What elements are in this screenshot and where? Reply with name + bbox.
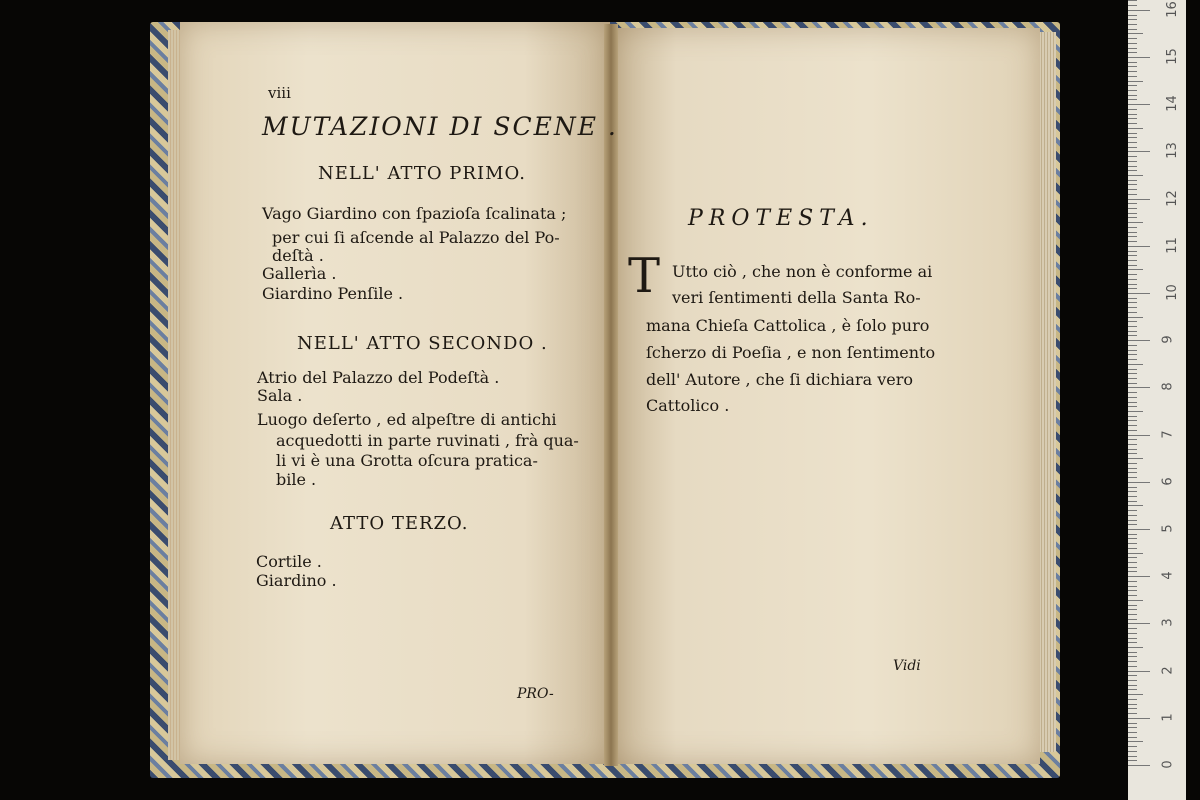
- ruler-tick: [1128, 203, 1137, 204]
- ruler-label: 13: [1164, 142, 1180, 160]
- ruler-label: 6: [1160, 477, 1176, 486]
- body-line: mana Chieſa Cattolica , è ſolo puro: [646, 316, 930, 335]
- ruler-tick: [1128, 529, 1150, 530]
- ruler-label: 14: [1164, 95, 1180, 112]
- ruler-tick: [1128, 397, 1137, 398]
- ruler-tick: [1128, 708, 1137, 709]
- ruler-tick: [1128, 638, 1137, 639]
- ruler-tick: [1128, 765, 1150, 766]
- page-number: viii: [268, 84, 291, 102]
- ruler-tick: [1128, 24, 1137, 25]
- ruler-tick: [1128, 71, 1137, 72]
- ruler-tick: [1128, 66, 1137, 67]
- ruler-tick: [1128, 760, 1137, 761]
- ruler-tick: [1128, 189, 1137, 190]
- ruler-tick: [1128, 128, 1143, 129]
- ruler-tick: [1128, 666, 1137, 667]
- ruler-tick: [1128, 737, 1137, 738]
- ruler-tick: [1128, 208, 1137, 209]
- ruler-label: 1: [1160, 713, 1176, 722]
- ruler-tick: [1128, 340, 1150, 341]
- ruler-tick: [1128, 114, 1137, 115]
- ruler-tick: [1128, 175, 1143, 176]
- scene-line: Luogo deſerto , ed alpeſtre di antichi: [257, 410, 557, 429]
- ruler-tick: [1128, 501, 1137, 502]
- ruler-tick: [1128, 425, 1137, 426]
- catchword-right: Vidi: [893, 658, 921, 674]
- ruler-tick: [1128, 586, 1137, 587]
- ruler-tick: [1128, 109, 1137, 110]
- ruler-tick: [1128, 85, 1137, 86]
- ruler-tick: [1128, 482, 1150, 483]
- ruler-tick: [1128, 123, 1137, 124]
- ruler-label: 2: [1160, 665, 1176, 675]
- ruler-tick: [1128, 269, 1143, 270]
- scene-line: bile .: [276, 470, 317, 489]
- ruler-tick: [1128, 57, 1150, 58]
- ruler-tick: [1128, 477, 1137, 478]
- ruler-tick: [1128, 170, 1137, 171]
- ruler-tick: [1128, 444, 1137, 445]
- ruler-tick: [1128, 345, 1137, 346]
- ruler-tick: [1128, 199, 1150, 200]
- ruler-tick: [1128, 675, 1137, 676]
- ruler-tick: [1128, 557, 1137, 558]
- ruler-tick: [1128, 194, 1137, 195]
- ruler-tick: [1128, 95, 1137, 96]
- ruler-tick: [1128, 0, 1137, 1]
- ruler-tick: [1128, 420, 1137, 421]
- ruler-tick: [1128, 656, 1137, 657]
- ruler-tick: [1128, 520, 1137, 521]
- ruler-tick: [1128, 689, 1137, 690]
- ruler-tick: [1128, 350, 1137, 351]
- scene-line: acquedotti in parte ruvinati , frà qua-: [276, 431, 579, 450]
- ruler-tick: [1128, 369, 1137, 370]
- ruler-label: 15: [1164, 48, 1180, 65]
- ruler-tick: [1128, 732, 1137, 733]
- ruler-tick: [1128, 156, 1137, 157]
- ruler-tick: [1128, 43, 1137, 44]
- ruler-tick: [1128, 48, 1137, 49]
- ruler-tick: [1128, 576, 1150, 577]
- ruler-tick: [1128, 288, 1137, 289]
- ruler-tick: [1128, 619, 1137, 620]
- ruler-tick: [1128, 279, 1137, 280]
- ruler-label: 10: [1164, 284, 1180, 301]
- ruler-tick: [1128, 642, 1137, 643]
- ruler-tick: [1128, 383, 1137, 384]
- scene-line: per cui ſi aſcende al Palazzo del Po-: [272, 228, 560, 247]
- ruler-tick: [1128, 661, 1137, 662]
- ruler-tick: [1128, 236, 1137, 237]
- ruler-tick: [1128, 411, 1143, 412]
- ruler-tick: [1128, 458, 1143, 459]
- ruler-tick: [1128, 756, 1137, 757]
- ruler-label: 3: [1160, 618, 1176, 628]
- ruler-tick: [1128, 435, 1150, 436]
- ruler-tick: [1128, 260, 1137, 261]
- ruler-tick: [1128, 694, 1143, 695]
- ruler-tick: [1128, 331, 1137, 332]
- ruler-tick: [1128, 302, 1137, 303]
- ruler-tick: [1128, 142, 1137, 143]
- body-line: Utto ciò , che non è conforme ai: [672, 262, 933, 281]
- ruler-tick: [1128, 265, 1137, 266]
- ruler-tick: [1128, 321, 1137, 322]
- ruler-tick: [1128, 548, 1137, 549]
- ruler-tick: [1128, 562, 1137, 563]
- ruler-tick: [1128, 180, 1137, 181]
- ruler-label: 5: [1160, 524, 1176, 533]
- ruler-tick: [1128, 647, 1143, 648]
- ruler-tick: [1128, 439, 1137, 440]
- ruler-label: 16: [1164, 1, 1180, 18]
- ruler-tick: [1128, 298, 1137, 299]
- ruler-tick: [1128, 392, 1137, 393]
- ruler-tick: [1128, 62, 1137, 63]
- ruler-tick: [1128, 713, 1137, 714]
- ruler-tick: [1128, 605, 1137, 606]
- scene-line: deſtà .: [272, 246, 324, 265]
- ruler-tick: [1128, 463, 1137, 464]
- body-line: Cattolico .: [646, 396, 730, 415]
- ruler-tick: [1128, 246, 1150, 247]
- ruler-tick: [1128, 213, 1137, 214]
- ruler-tick: [1128, 241, 1137, 242]
- ruler-tick: [1128, 652, 1137, 653]
- ruler-tick: [1128, 538, 1137, 539]
- ruler-tick: [1128, 52, 1137, 53]
- ruler-tick: [1128, 468, 1137, 469]
- ruler-tick: [1128, 217, 1137, 218]
- ruler-tick: [1128, 274, 1137, 275]
- measuring-ruler: [1128, 0, 1186, 800]
- ruler-tick: [1128, 671, 1150, 672]
- ruler-tick: [1128, 510, 1137, 511]
- ruler-tick: [1128, 487, 1137, 488]
- body-line: veri ſentimenti della Santa Ro-: [672, 288, 921, 307]
- ruler-tick: [1128, 699, 1137, 700]
- ruler-tick: [1128, 307, 1137, 308]
- act-one-title: NELL' ATTO PRIMO.: [318, 163, 526, 184]
- ruler-tick: [1128, 161, 1137, 162]
- left-page-heading: MUTAZIONI DI SCENE .: [262, 112, 618, 141]
- ruler-label: 12: [1164, 189, 1180, 207]
- ruler-tick: [1128, 387, 1150, 388]
- ruler-tick: [1128, 746, 1137, 747]
- ruler-tick: [1128, 449, 1137, 450]
- ruler-tick: [1128, 680, 1137, 681]
- scene-line: Vago Giardino con ſpazioſa ſcalinata ;: [262, 204, 567, 223]
- ruler-tick: [1128, 118, 1137, 119]
- ruler-tick: [1128, 718, 1150, 719]
- ruler-tick: [1128, 543, 1137, 544]
- ruler-tick: [1128, 727, 1137, 728]
- ruler-tick: [1128, 406, 1137, 407]
- ruler-tick: [1128, 222, 1143, 223]
- ruler-tick: [1128, 255, 1137, 256]
- ruler-tick: [1128, 166, 1137, 167]
- ruler-tick: [1128, 496, 1137, 497]
- ruler-tick: [1128, 312, 1137, 313]
- ruler-tick: [1128, 614, 1137, 615]
- ruler-tick: [1128, 751, 1137, 752]
- ruler-tick: [1128, 505, 1143, 506]
- ruler-tick: [1128, 515, 1137, 516]
- ruler-tick: [1128, 373, 1137, 374]
- ruler-tick: [1128, 491, 1137, 492]
- ruler-label: 11: [1164, 237, 1180, 254]
- ruler-tick: [1128, 430, 1137, 431]
- ruler-tick: [1128, 184, 1137, 185]
- drop-cap: T: [628, 248, 661, 304]
- ruler-tick: [1128, 524, 1137, 525]
- ruler-tick: [1128, 741, 1143, 742]
- ruler-tick: [1128, 33, 1143, 34]
- scene-line: Cortile .: [256, 552, 322, 571]
- ruler-tick: [1128, 354, 1137, 355]
- ruler-tick: [1128, 453, 1137, 454]
- ruler-tick: [1128, 628, 1137, 629]
- ruler-label: 7: [1160, 429, 1176, 439]
- ruler-tick: [1128, 704, 1137, 705]
- catchword-left: PRO-: [517, 686, 554, 702]
- ruler-tick: [1128, 90, 1137, 91]
- ruler-tick: [1128, 595, 1137, 596]
- ruler-label: 0: [1160, 760, 1176, 769]
- ruler-tick: [1128, 326, 1137, 327]
- ruler-tick: [1128, 29, 1137, 30]
- ruler-tick: [1128, 227, 1137, 228]
- ruler-tick: [1128, 19, 1137, 20]
- ruler-tick: [1128, 553, 1143, 554]
- ruler-tick: [1128, 335, 1137, 336]
- ruler-tick: [1128, 402, 1137, 403]
- ruler-tick: [1128, 364, 1143, 365]
- scene-line: Sala .: [257, 386, 303, 405]
- ruler-tick: [1128, 232, 1137, 233]
- ruler-tick: [1128, 104, 1150, 105]
- ruler-tick: [1128, 284, 1137, 285]
- ruler-tick: [1128, 571, 1137, 572]
- ruler-tick: [1128, 472, 1137, 473]
- ruler-tick: [1128, 5, 1137, 6]
- ruler-tick: [1128, 99, 1137, 100]
- right-page-heading: PROTESTA.: [688, 206, 874, 231]
- ruler-tick: [1128, 534, 1137, 535]
- scene-line: li vi è una Grotta oſcura pratica-: [276, 451, 538, 470]
- scene-line: Giardino Penſile .: [262, 284, 404, 303]
- ruler-label: 8: [1160, 382, 1176, 392]
- ruler-tick: [1128, 685, 1137, 686]
- ruler-tick: [1128, 359, 1137, 360]
- ruler-tick: [1128, 38, 1137, 39]
- ruler-tick: [1128, 590, 1137, 591]
- body-line: dell' Autore , che ſi dichiara vero: [646, 370, 914, 389]
- ruler-tick: [1128, 10, 1150, 11]
- ruler-tick: [1128, 633, 1137, 634]
- body-line: ſcherzo di Poeſia , e non ſentimento: [646, 343, 936, 362]
- ruler-tick: [1128, 151, 1150, 152]
- scene-line: Gallerìa .: [262, 264, 337, 283]
- act-two-title: NELL' ATTO SECONDO .: [297, 333, 548, 354]
- scene-line: Atrio del Palazzo del Podeſtà .: [257, 368, 500, 387]
- ruler-tick: [1128, 137, 1137, 138]
- ruler-tick: [1128, 378, 1137, 379]
- ruler-tick: [1128, 623, 1150, 624]
- ruler-tick: [1128, 609, 1137, 610]
- ruler-tick: [1128, 567, 1137, 568]
- ruler-tick: [1128, 76, 1137, 77]
- ruler-tick: [1128, 317, 1143, 318]
- ruler-tick: [1128, 293, 1150, 294]
- ruler-tick: [1128, 81, 1143, 82]
- ruler-tick: [1128, 723, 1137, 724]
- ruler-tick: [1128, 581, 1137, 582]
- ruler-tick: [1128, 251, 1137, 252]
- ruler-tick: [1128, 600, 1143, 601]
- ruler-tick: [1128, 147, 1137, 148]
- scene-line: Giardino .: [256, 571, 337, 590]
- ruler-label: 9: [1160, 335, 1176, 344]
- ruler-tick: [1128, 133, 1137, 134]
- ruler-tick: [1128, 15, 1137, 16]
- ruler-label: 4: [1160, 571, 1176, 580]
- act-three-title: ATTO TERZO.: [330, 513, 469, 534]
- ruler-tick: [1128, 416, 1137, 417]
